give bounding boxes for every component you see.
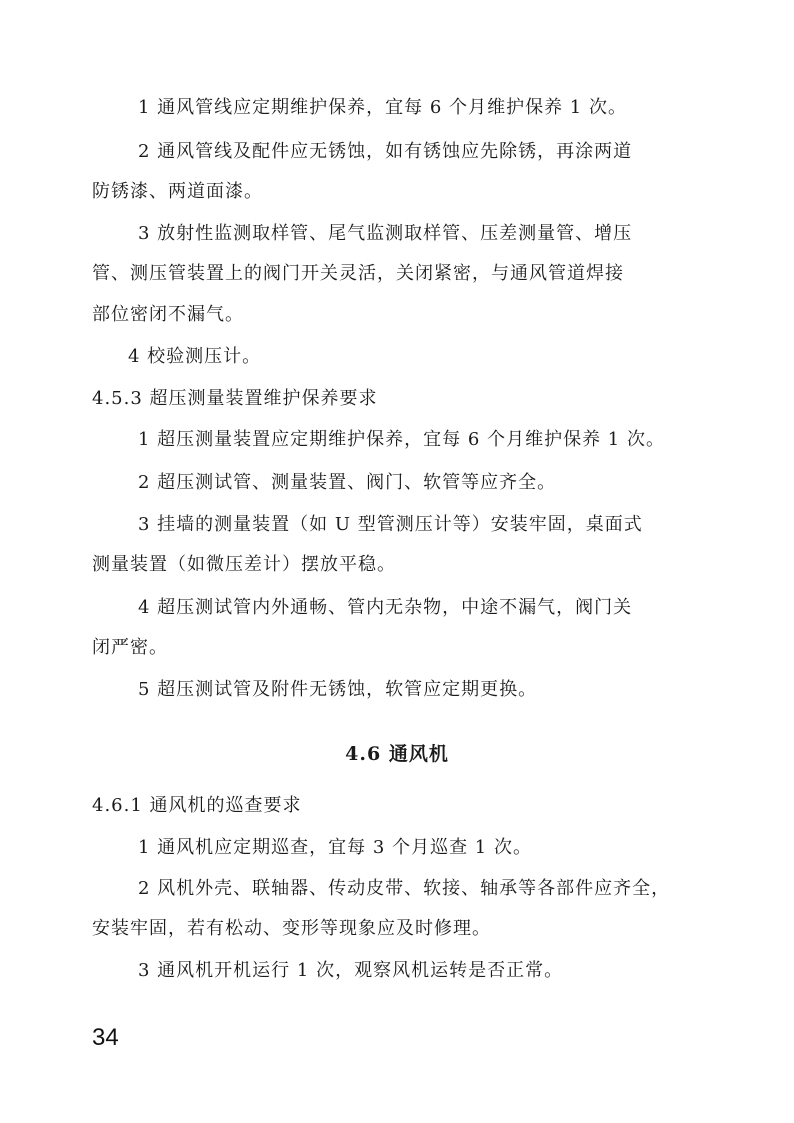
paragraph-line: 2 超压测试管、测量装置、阀门、软管等应齐全。: [138, 472, 557, 493]
paragraph-line: 1 通风管线应定期维护保养，宜每 6 个月维护保养 1 次。: [138, 97, 627, 118]
section-heading: 4.6 通风机: [345, 743, 449, 765]
paragraph-line: 5 超压测试管及附件无锈蚀，软管应定期更换。: [138, 679, 538, 700]
paragraph-line: 2 风机外壳、联轴器、传动皮带、软接、轴承等各部件应齐全，: [138, 878, 671, 899]
paragraph-line: 3 放射性监测取样管、尾气监测取样管、压差测量管、增压: [138, 223, 633, 244]
paragraph-line: 4 超压测试管内外通畅、管内无杂物，中途不漏气，阀门关: [138, 597, 633, 618]
paragraph-line: 3 挂墙的测量装置（如 U 型管测压计等）安装牢固，桌面式: [138, 514, 643, 535]
page-number: 34: [92, 1024, 119, 1051]
subsection-heading: 4.6.1 通风机的巡查要求: [92, 795, 302, 816]
paragraph-line: 闭严密。: [92, 637, 168, 658]
subsection-heading: 4.5.3 超压测量装置维护保养要求: [92, 388, 378, 409]
paragraph-line: 测量装置（如微压差计）摆放平稳。: [92, 554, 396, 575]
paragraph-line: 安装牢固，若有松动、变形等现象应及时修理。: [92, 918, 491, 939]
paragraph-line: 2 通风管线及配件应无锈蚀，如有锈蚀应先除锈，再涂两道: [138, 141, 633, 162]
paragraph-line: 管、测压管装置上的阀门开关灵活，关闭紧密，与通风管道焊接: [92, 263, 624, 284]
paragraph-line: 部位密闭不漏气。: [92, 304, 244, 325]
paragraph-line: 4 校验测压计。: [128, 346, 262, 367]
paragraph-line: 1 通风机应定期巡查，宜每 3 个月巡查 1 次。: [138, 837, 532, 858]
paragraph-line: 1 超压测量装置应定期维护保养，宜每 6 个月维护保养 1 次。: [138, 429, 665, 450]
paragraph-line: 3 通风机开机运行 1 次，观察风机运转是否正常。: [138, 960, 564, 981]
paragraph-line: 防锈漆、两道面漆。: [92, 181, 263, 202]
